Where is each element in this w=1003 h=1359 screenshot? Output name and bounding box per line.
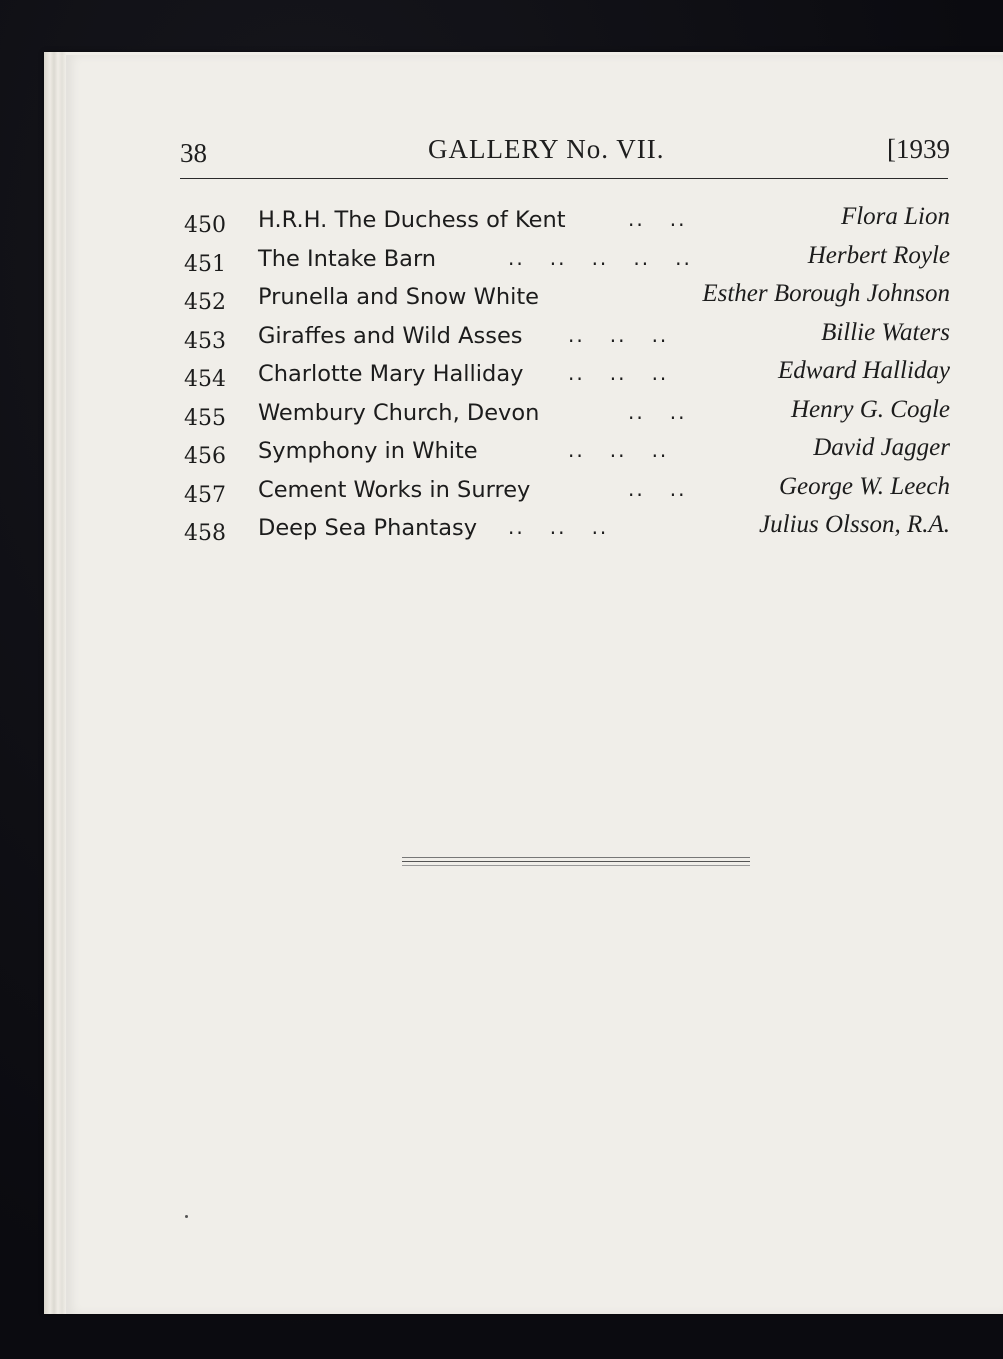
- entry-artist: Billie Waters: [821, 318, 950, 346]
- entry-leader: .. ..: [628, 207, 687, 231]
- entry-title: The Intake Barn: [258, 245, 437, 272]
- entry-artist: Herbert Royle: [807, 241, 950, 269]
- entry-artist: Flora Lion: [840, 203, 950, 230]
- entry-title: Charlotte Mary Halliday: [258, 361, 524, 387]
- entry-title: Giraffes and Wild Asses: [258, 322, 523, 349]
- catalogue-entry: [182, 357, 954, 396]
- catalogue-entry: [182, 511, 954, 550]
- entry-title: Prunella and Snow White: [258, 284, 539, 310]
- entry-leader: .. .. ..: [508, 515, 609, 539]
- entry-artist: Henry G. Cogle: [791, 395, 950, 423]
- entry-number: 454: [184, 367, 226, 392]
- entry-artist: Edward Halliday: [778, 357, 950, 384]
- entry-title: Cement Works in Surrey: [258, 476, 531, 503]
- entry-number: 453: [184, 328, 226, 354]
- entry-number: 455: [184, 405, 226, 431]
- catalogue-entry: [182, 396, 954, 435]
- catalogue-entry: [182, 203, 954, 242]
- entry-number: 451: [184, 251, 226, 277]
- paper-speck: [185, 1215, 188, 1218]
- entry-title: H.R.H. The Duchess of Kent: [258, 207, 566, 233]
- catalogue-entry: [182, 319, 954, 358]
- entry-artist: Julius Olsson, R.A.: [759, 511, 950, 538]
- catalogue-entry: [182, 280, 954, 319]
- catalogue-entry: [182, 473, 954, 512]
- catalogue-entry: [182, 242, 954, 281]
- entry-number: 452: [184, 290, 226, 315]
- catalogue-list: [182, 203, 954, 550]
- entry-leader: .. .. ..: [568, 361, 669, 385]
- entry-leader: .. ..: [628, 399, 687, 424]
- running-header: [180, 128, 950, 172]
- header-rule: [180, 178, 948, 179]
- page-number: 38: [180, 138, 207, 168]
- entry-number: 457: [184, 482, 226, 508]
- page-year: [1939: [887, 134, 950, 164]
- entry-title: Wembury Church, Devon: [258, 399, 540, 426]
- entry-number: 456: [184, 444, 226, 469]
- section-divider: [402, 855, 750, 867]
- page-title: GALLERY No. VII.: [428, 134, 665, 164]
- entry-leader: .. .. ..: [568, 438, 669, 462]
- entry-number: 458: [184, 521, 226, 546]
- entry-title: Deep Sea Phantasy: [258, 515, 478, 541]
- entry-number: 450: [184, 213, 226, 238]
- entry-title: Symphony in White: [258, 438, 478, 464]
- entry-leader: .. ..: [628, 476, 687, 501]
- entry-leader: .. .. ..: [568, 322, 669, 347]
- entry-artist: George W. Leech: [778, 472, 950, 500]
- entry-leader: .. .. .. .. ..: [508, 245, 692, 270]
- catalogue-entry: [182, 434, 954, 473]
- entry-artist: Esther Borough Johnson: [702, 280, 950, 307]
- entry-artist: David Jagger: [813, 434, 950, 461]
